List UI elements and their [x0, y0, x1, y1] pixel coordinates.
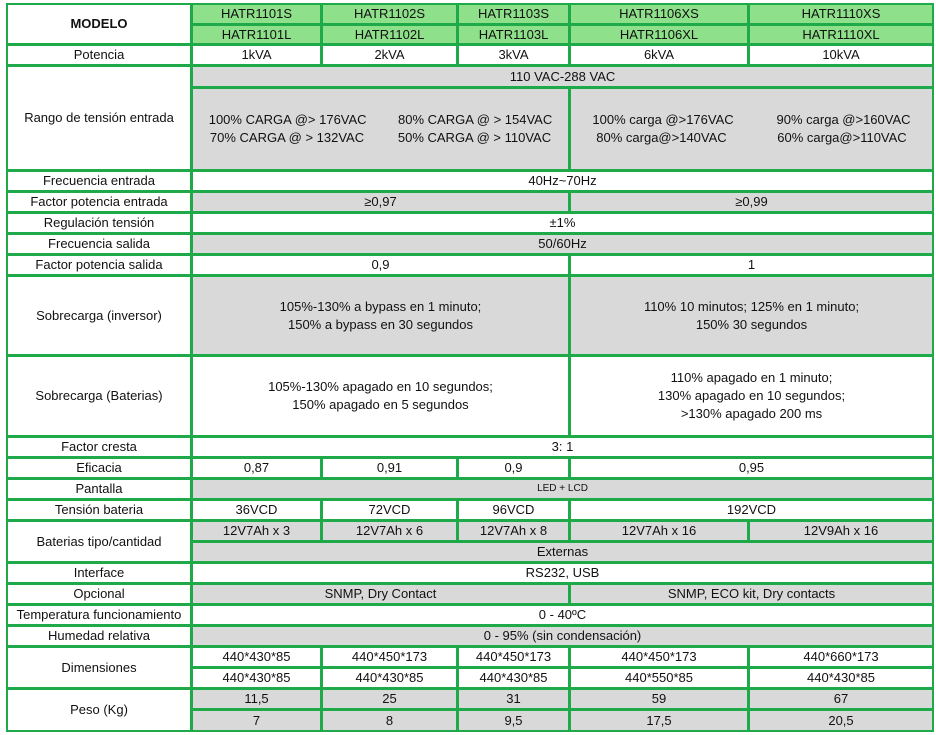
- rango-xl-4: 60% carga@>110VAC: [777, 130, 907, 145]
- peso-s-5: 67: [750, 690, 932, 708]
- label-potencia: Potencia: [8, 46, 190, 64]
- factor-potencia-salida-xl: 1: [571, 256, 932, 274]
- sobrecarga-inversor-xl-2: 150% 30 segundos: [695, 316, 808, 332]
- sobrecarga-inversor-xl-1: 110% 10 minutos; 125% en 1 minuto;: [643, 298, 860, 314]
- label-humedad: Humedad relativa: [8, 627, 190, 645]
- rango-s-1: 100% CARGA @> 176VAC: [208, 112, 367, 127]
- factor-potencia-entrada-xl: ≥0,99: [571, 193, 932, 211]
- rango-s-4: 50% CARGA @ > 110VAC: [397, 130, 552, 145]
- label-opcional: Opcional: [8, 585, 190, 603]
- label-eficacia: Eficacia: [8, 459, 190, 477]
- interface: RS232, USB: [193, 564, 932, 582]
- rango-xl-3: 80% carga@>140VAC: [596, 130, 727, 145]
- frecuencia-entrada: 40Hz~70Hz: [193, 172, 932, 190]
- temperatura: 0 - 40ºC: [193, 606, 932, 624]
- peso-l-5: 20,5: [750, 711, 932, 730]
- label-factor-potencia-entrada: Factor potencia entrada: [8, 193, 190, 211]
- dimensiones-s-1: 440*430*85: [193, 648, 320, 666]
- sobrecarga-inversor-s-1: 105%-130% a bypass en 1 minuto;: [279, 298, 482, 314]
- peso-l-2: 8: [323, 711, 456, 730]
- label-frecuencia-salida: Frecuencia salida: [8, 235, 190, 253]
- rango-s-2: 80% CARGA @ > 154VAC: [398, 112, 553, 127]
- potencia-3: 3kVA: [459, 46, 568, 64]
- model-s-3: HATR1103S: [459, 5, 568, 23]
- potencia-4: 6kVA: [571, 46, 747, 64]
- tension-bateria-3: 96VCD: [459, 501, 568, 519]
- frecuencia-salida: 50/60Hz: [193, 235, 932, 253]
- eficacia-3: 0,9: [459, 459, 568, 477]
- dimensiones-s-4: 440*450*173: [571, 648, 747, 666]
- label-dimensiones: Dimensiones: [8, 648, 190, 687]
- rango-carga-xl: [571, 89, 932, 169]
- sobrecarga-baterias-xl-2: 130% apagado en 10 segundos;: [657, 388, 846, 403]
- label-factor-cresta: Factor cresta: [8, 438, 190, 456]
- baterias-1: 12V7Ah x 3: [193, 522, 320, 540]
- baterias-5: 12V9Ah x 16: [750, 522, 932, 540]
- model-s-2: HATR1102S: [323, 5, 456, 23]
- pantalla: LED + LCD: [193, 480, 932, 498]
- dimensiones-s-3: 440*450*173: [459, 648, 568, 666]
- model-l-1: HATR1101L: [193, 26, 320, 43]
- label-tension-bateria: Tensión bateria: [8, 501, 190, 519]
- baterias-4: 12V7Ah x 16: [571, 522, 747, 540]
- dimensiones-l-3: 440*430*85: [459, 669, 568, 687]
- model-s-1: HATR1101S: [193, 5, 320, 23]
- dimensiones-l-5: 440*430*85: [750, 669, 932, 687]
- baterias-externas: Externas: [193, 543, 932, 561]
- header-modelo: MODELO: [8, 5, 190, 43]
- rango-voltaje: 110 VAC-288 VAC: [193, 67, 932, 86]
- spec-table: [6, 3, 934, 732]
- sobrecarga-baterias-s-1: 105%-130% apagado en 10 segundos;: [268, 379, 493, 394]
- sobrecarga-baterias-s-2: 150% apagado en 5 segundos: [292, 397, 469, 412]
- eficacia-4: 0,95: [571, 459, 932, 477]
- factor-potencia-salida-s: 0,9: [193, 256, 568, 274]
- peso-s-3: 31: [459, 690, 568, 708]
- label-interface: Interface: [8, 564, 190, 582]
- tension-bateria-2: 72VCD: [323, 501, 456, 519]
- sobrecarga-baterias-xl-3: >130% apagado 200 ms: [680, 406, 823, 421]
- sobrecarga-baterias-xl: [571, 357, 932, 435]
- baterias-3: 12V7Ah x 8: [459, 522, 568, 540]
- label-temperatura: Temperatura funcionamiento: [8, 606, 190, 624]
- dimensiones-l-4: 440*550*85: [571, 669, 747, 687]
- humedad: 0 - 95% (sin condensación): [193, 627, 932, 645]
- rango-xl-2: 90% carga @>160VAC: [776, 112, 911, 127]
- dimensiones-l-2: 440*430*85: [323, 669, 456, 687]
- peso-l-1: 7: [193, 711, 320, 730]
- rango-s-3: 70% CARGA @ > 132VAC: [209, 130, 365, 145]
- eficacia-2: 0,91: [323, 459, 456, 477]
- label-sobrecarga-inversor: Sobrecarga (inversor): [8, 277, 190, 354]
- label-rango-tension: Rango de tensión entrada: [8, 67, 190, 169]
- peso-s-2: 25: [323, 690, 456, 708]
- rango-xl-1: 100% carga @>176VAC: [592, 112, 734, 127]
- peso-l-3: 9,5: [459, 711, 568, 730]
- label-sobrecarga-baterias: Sobrecarga (Baterias): [8, 357, 190, 435]
- sobrecarga-baterias-s: [193, 357, 568, 435]
- peso-l-4: 17,5: [571, 711, 747, 730]
- sobrecarga-inversor-s-2: 150% a bypass en 30 segundos: [287, 316, 474, 332]
- rango-carga-s: [193, 89, 568, 169]
- label-frecuencia-entrada: Frecuencia entrada: [8, 172, 190, 190]
- dimensiones-l-1: 440*430*85: [193, 669, 320, 687]
- baterias-2: 12V7Ah x 6: [323, 522, 456, 540]
- factor-cresta: 3: 1: [193, 438, 932, 456]
- model-s-4: HATR1106XS: [571, 5, 747, 23]
- tension-bateria-1: 36VCD: [193, 501, 320, 519]
- sobrecarga-inversor-xl: [571, 277, 932, 354]
- peso-s-4: 59: [571, 690, 747, 708]
- potencia-2: 2kVA: [323, 46, 456, 64]
- tension-bateria-4: 192VCD: [571, 501, 932, 519]
- potencia-1: 1kVA: [193, 46, 320, 64]
- model-l-4: HATR1106XL: [571, 26, 747, 43]
- label-peso: Peso (Kg): [8, 690, 190, 730]
- factor-potencia-entrada-s: ≥0,97: [193, 193, 568, 211]
- model-l-3: HATR1103L: [459, 26, 568, 43]
- dimensiones-s-2: 440*450*173: [323, 648, 456, 666]
- peso-s-1: 11,5: [193, 690, 320, 708]
- label-factor-potencia-salida: Factor potencia salida: [8, 256, 190, 274]
- label-baterias: Baterias tipo/cantidad: [8, 522, 190, 561]
- dimensiones-s-5: 440*660*173: [750, 648, 932, 666]
- opcional-s: SNMP, Dry Contact: [193, 585, 568, 603]
- model-l-2: HATR1102L: [323, 26, 456, 43]
- label-regulacion: Regulación tensión: [8, 214, 190, 232]
- model-s-5: HATR1110XS: [750, 5, 932, 23]
- model-l-5: HATR1110XL: [750, 26, 932, 43]
- eficacia-1: 0,87: [193, 459, 320, 477]
- sobrecarga-baterias-xl-1: 110% apagado en 1 minuto;: [670, 370, 833, 385]
- opcional-xl: SNMP, ECO kit, Dry contacts: [571, 585, 932, 603]
- regulacion-tension: ±1%: [193, 214, 932, 232]
- sobrecarga-inversor-s: [193, 277, 568, 354]
- label-pantalla: Pantalla: [8, 480, 190, 498]
- potencia-5: 10kVA: [750, 46, 932, 64]
